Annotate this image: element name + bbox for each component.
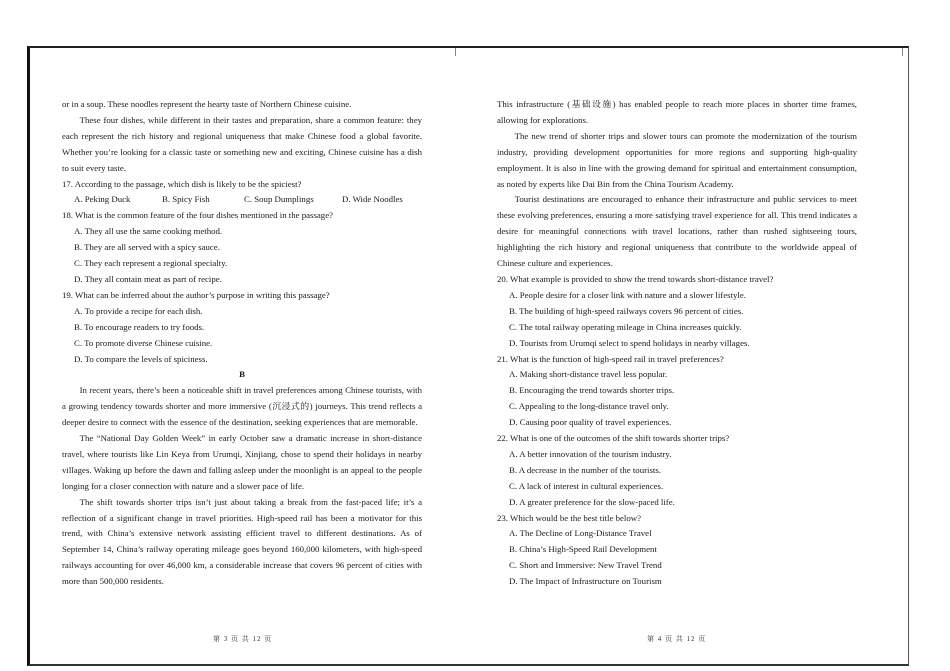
section-heading: B bbox=[239, 369, 245, 380]
question-18: 18. What is the common feature of the four dishes mentioned in the passage? bbox=[62, 210, 333, 221]
option-b: B. Spicy Fish bbox=[162, 194, 210, 205]
option-a: A. They all use the same cooking method. bbox=[74, 226, 223, 237]
paragraph: These four dishes, while different in their tastes and preparation, share a common feature: they each represent the rich history and regional uniqueness that make Chinese food a global favorite. Whether you’re looking for a classic taste or something new and exciting, Chinese cuisine has a dish to suit every taste. bbox=[62, 114, 422, 173]
option-d: D. The Impact of Infrastructure on Tourism bbox=[509, 576, 662, 587]
option-d: D. They all contain meat as part of recipe. bbox=[74, 273, 222, 284]
option-a: A. A better innovation of the tourism industry. bbox=[509, 448, 672, 459]
option-a: A. People desire for a closer link with nature and a slower lifestyle. bbox=[509, 289, 746, 300]
option-b: B. The building of high-speed railways covers 96 percent of cities. bbox=[509, 305, 744, 316]
page-4-column bbox=[497, 97, 857, 590]
question-20: 20. What example is provided to show the trend towards short-distance travel? bbox=[497, 273, 774, 284]
paragraph: The new trend of shorter trips and slower tours can promote the modernization of the tourism industry, providing development opportunities for more regions and supporting high-quality employment. It is also in line with the growing demand for spiritual and entertainment consumption, as noted by experts like Dai Bin from the China Tourism Academy. bbox=[497, 130, 857, 189]
option-c: C. Short and Immersive: New Travel Trend bbox=[509, 560, 662, 571]
paragraph: This infrastructure (基础设施) has enabled people to reach more places in shorter time frames, allowing for explorations. bbox=[497, 99, 857, 125]
option-c: C. Soup Dumplings bbox=[244, 194, 314, 205]
option-c: C. The total railway operating mileage in China increases quickly. bbox=[509, 321, 742, 332]
option-d: D. Causing poor quality of travel experiences. bbox=[509, 417, 672, 428]
option-d: D. To compare the levels of spiciness. bbox=[74, 353, 208, 364]
option-b: B. China’s High-Speed Rail Development bbox=[509, 544, 657, 555]
paragraph: Tourist destinations are encouraged to enhance their infrastructure and public services to meet these evolving preferences, ensuring a more satisfying travel experience for all. This trend indicates a desire for meaningful connections with travel locations, rather than rushed sightseeing tours, highlighting the rich history and regional uniqueness that contribute to the worldwide appeal of Chinese culture and experiences. bbox=[497, 194, 857, 269]
option-a: A. Making short-distance travel less popular. bbox=[509, 369, 668, 380]
option-d: D. Tourists from Urumqi select to spend holidays in nearby villages. bbox=[509, 337, 750, 348]
option-a: A. To provide a recipe for each dish. bbox=[74, 305, 203, 316]
option-d: D. A greater preference for the slow-paced life. bbox=[509, 496, 675, 507]
option-c: C. Appealing to the long-distance travel only. bbox=[509, 401, 669, 412]
option-b: B. They are all served with a spicy sauce. bbox=[74, 242, 220, 253]
page-number-4: 第 4 页 共 12 页 bbox=[647, 635, 707, 643]
option-c: C. They each represent a regional specialty. bbox=[74, 258, 228, 269]
option-d: D. Wide Noodles bbox=[342, 194, 403, 205]
question-17-options bbox=[62, 192, 422, 208]
question-22: 22. What is one of the outcomes of the shift towards shorter trips? bbox=[497, 433, 730, 444]
paragraph: The “National Day Golden Week” in early October saw a dramatic increase in short-distance travel, where tourists like Lin Keya from Urumqi, Xinjiang, chose to spend their holidays in nearby villages. Waking up before the dawn and falling asleep under the moonlight is an appeal to the people longing for a closer connection with nature and a slower pace of life. bbox=[62, 433, 422, 491]
option-b: B. Encouraging the trend towards shorter trips. bbox=[509, 385, 675, 396]
option-a: A. The Decline of Long-Distance Travel bbox=[509, 528, 652, 539]
option-c: C. A lack of interest in cultural experiences. bbox=[509, 480, 664, 491]
option-c: C. To promote diverse Chinese cuisine. bbox=[74, 337, 213, 348]
paragraph: or in a soup. These noodles represent the hearty taste of Northern Chinese cuisine. bbox=[62, 99, 352, 109]
option-b: B. To encourage readers to try foods. bbox=[74, 321, 205, 332]
paragraph: In recent years, there’s been a noticeable shift in travel preferences among Chinese tourists, with a growing tendency towards shorter and more immersive (沉浸式的) journeys. This trend reflects a deeper desire to connect with the essence of the destination, seeking experiences that are memorable. bbox=[62, 385, 422, 428]
fold-mark bbox=[455, 48, 456, 56]
question-17: 17. According to the passage, which dish is likely to be the spiciest? bbox=[62, 178, 302, 189]
fold-mark bbox=[902, 48, 903, 56]
question-21: 21. What is the function of high-speed rail in travel preferences? bbox=[497, 353, 724, 364]
paragraph: The shift towards shorter trips isn’t just about taking a break from the fast-paced life; it’s a reflection of a significant change in travel priorities. High-speed rail has been a motivator for this trend, with China’s extensive network assisting efficient travel to different destinations. As of September 14, China’s railway operating mileage goes beyond 160,000 kilometers, with high-speed railways accounting for over 46,000 km, a considerable increase that covers 96 percent of cities with more than 500,000 residents. bbox=[62, 496, 422, 587]
page-3-column bbox=[62, 97, 422, 590]
question-19: 19. What can be inferred about the author’s purpose in writing this passage? bbox=[62, 289, 330, 300]
option-a: A. Peking Duck bbox=[74, 194, 131, 205]
page-number-3: 第 3 页 共 12 页 bbox=[213, 635, 273, 643]
question-23: 23. Which would be the best title below? bbox=[497, 512, 641, 523]
option-b: B. A decrease in the number of the tourists. bbox=[509, 464, 661, 475]
